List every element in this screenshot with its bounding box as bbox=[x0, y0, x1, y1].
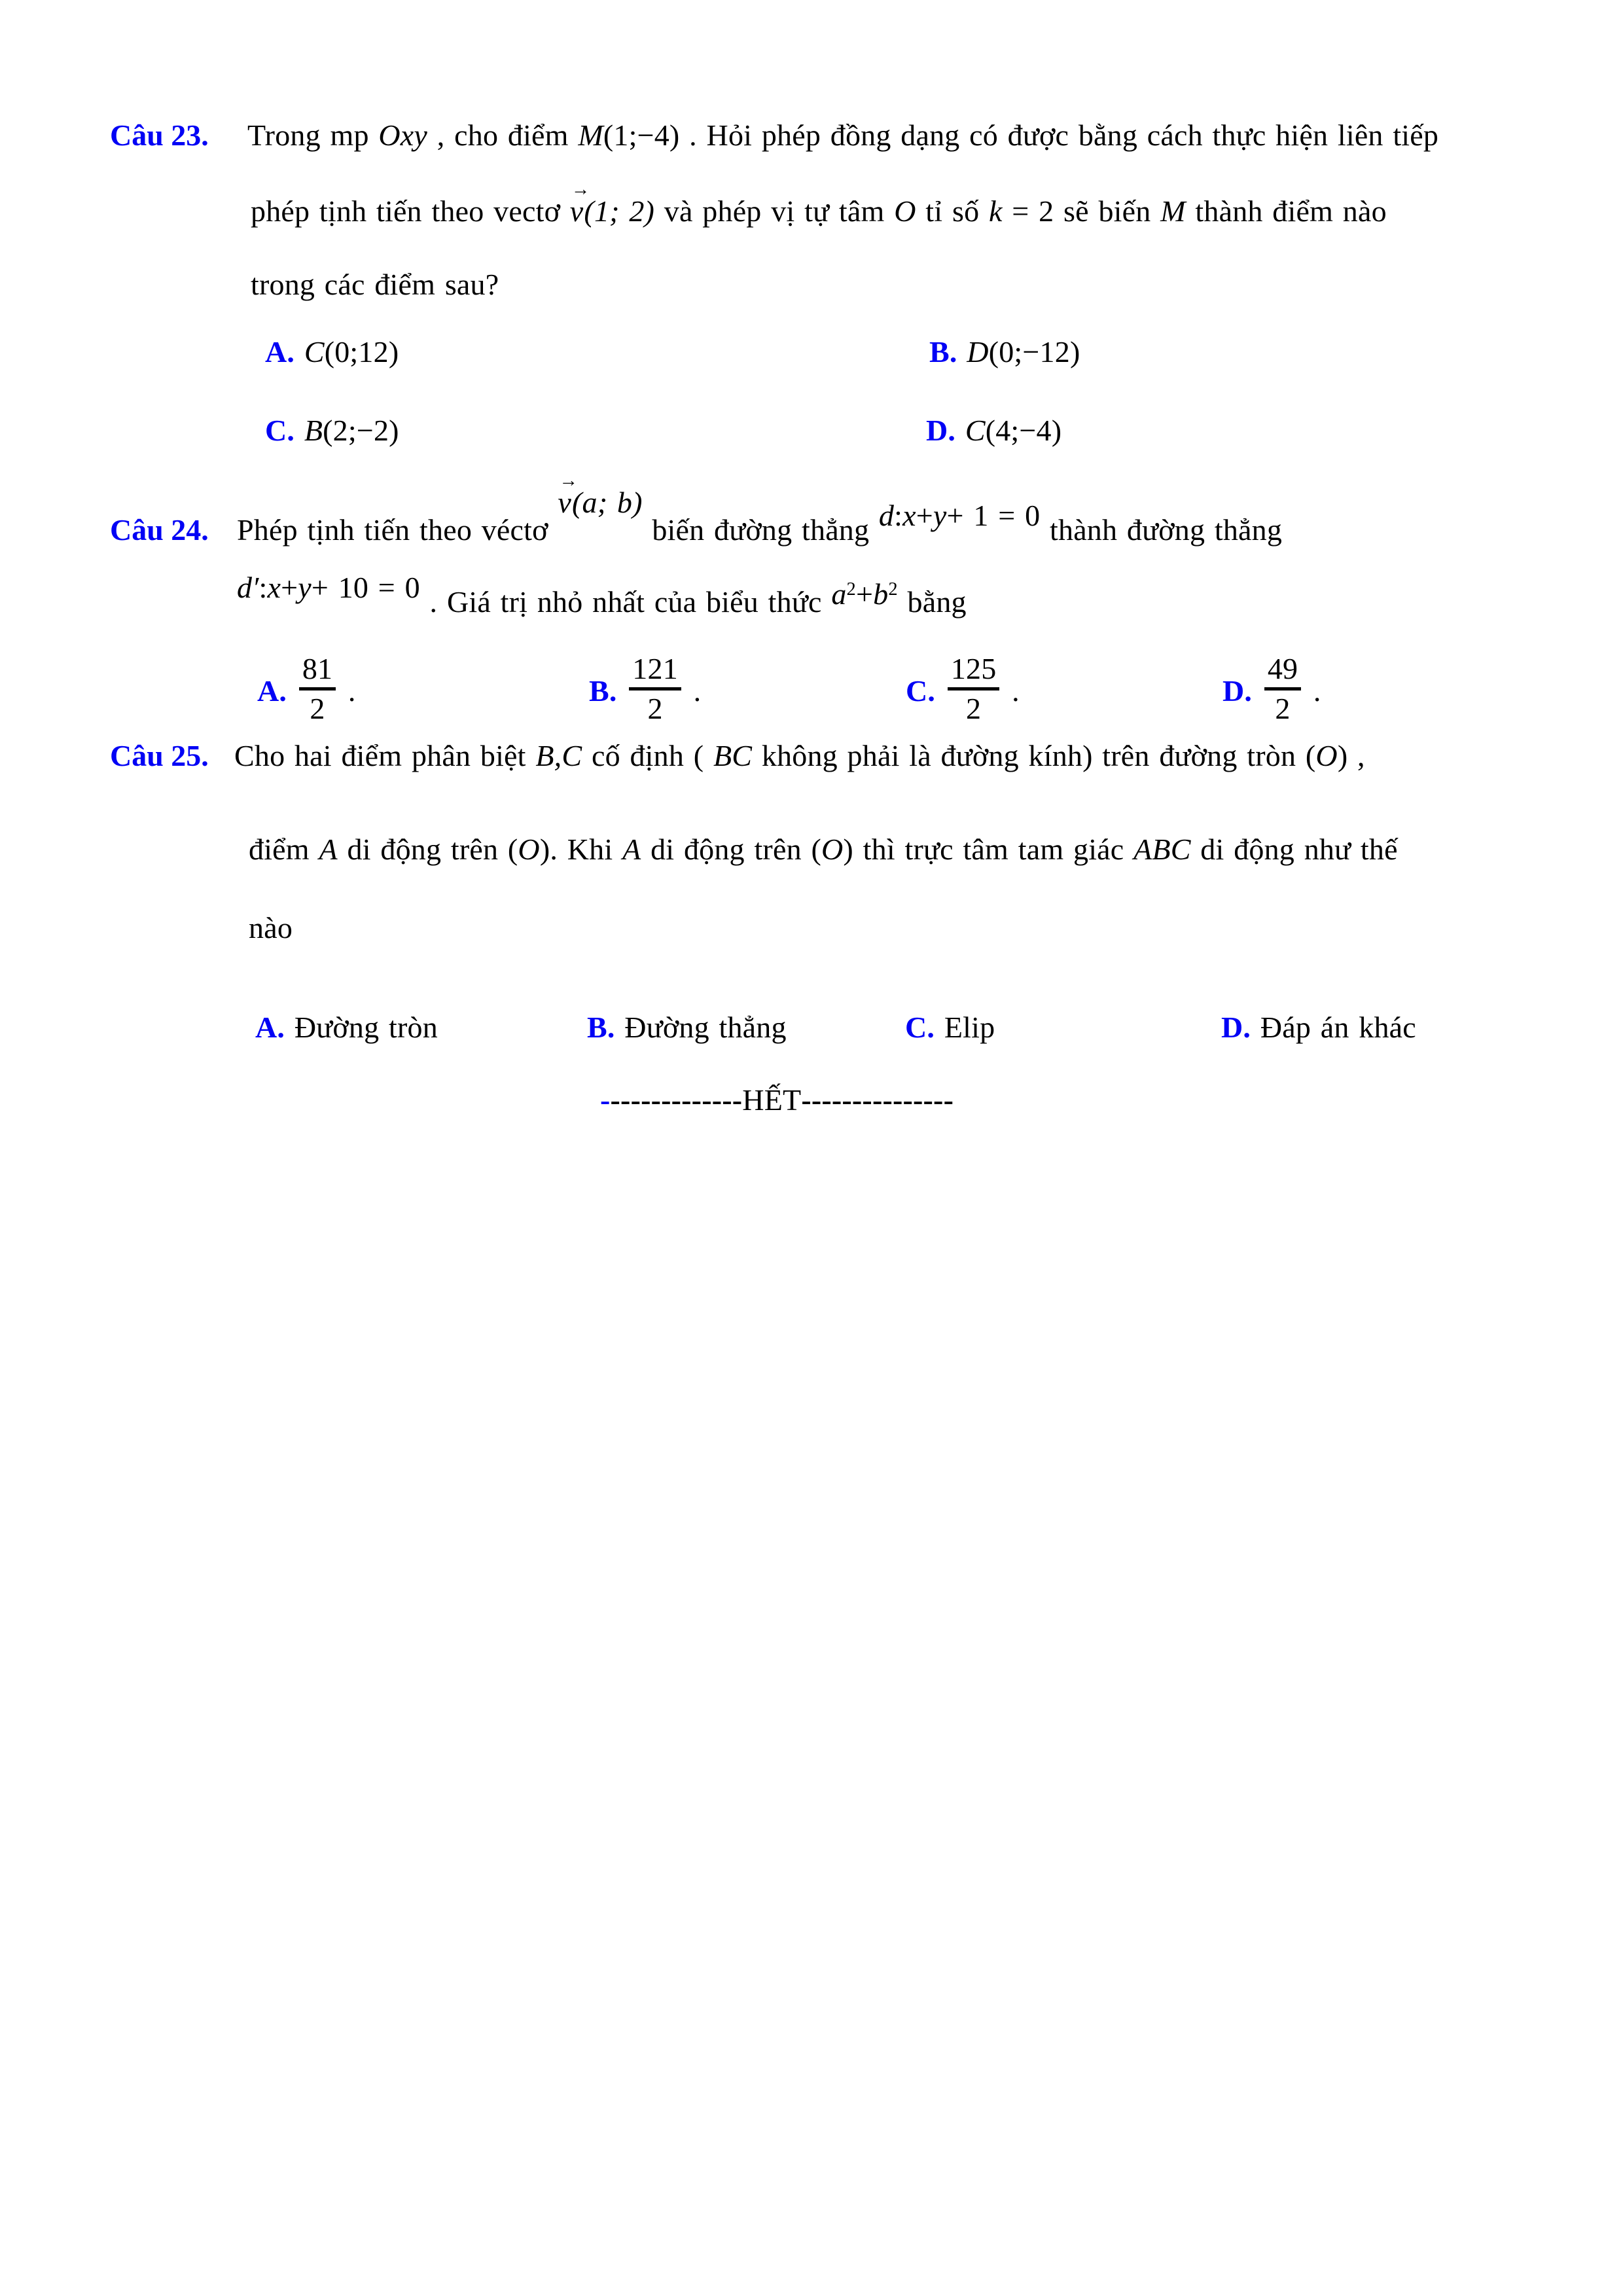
text-run: . bbox=[1002, 674, 1020, 708]
option-letter: A. bbox=[257, 674, 287, 708]
option-letter: B. bbox=[587, 1011, 615, 1044]
text-run: (1;−4) . Hỏi phép đồng dạng có được bằng cách thực hiện liên tiếp bbox=[603, 118, 1439, 152]
text-run: thành điểm nào bbox=[1185, 194, 1387, 228]
text-run: không phải là đường kính) trên đường tròn ( bbox=[752, 739, 1316, 772]
text-run: (4;−4) bbox=[985, 414, 1062, 447]
text-run: di động trên ( bbox=[641, 833, 821, 866]
question-label: Câu 25. bbox=[110, 739, 209, 772]
vector-arrow-icon: → bbox=[559, 471, 579, 492]
option-letter: D. bbox=[1222, 674, 1253, 708]
q23-line-1 bbox=[247, 118, 1438, 153]
q25-option-d bbox=[1221, 1011, 1416, 1045]
q24-option-a bbox=[257, 654, 356, 725]
text-run bbox=[935, 674, 945, 708]
text-run bbox=[617, 674, 627, 708]
text-run bbox=[957, 335, 967, 368]
text-run: --------------- bbox=[801, 1083, 954, 1117]
text-run: + 10 = 0 bbox=[311, 571, 420, 604]
option-letter: C. bbox=[265, 414, 295, 447]
text-run: . Giá trị nhỏ nhất của biểu thức bbox=[419, 585, 832, 619]
text-run: Oxy bbox=[378, 118, 428, 152]
text-run: ABC bbox=[1133, 833, 1191, 866]
text-run: B,C bbox=[535, 739, 582, 772]
q24-option-d bbox=[1222, 654, 1321, 725]
text-run: + 1 = 0 bbox=[946, 499, 1041, 532]
text-run: : bbox=[259, 571, 268, 604]
text-run: . bbox=[683, 674, 702, 708]
q24-line-1 bbox=[237, 471, 1283, 548]
vector-base: v → bbox=[569, 179, 590, 228]
text-run: phép tịnh tiến theo vectơ bbox=[251, 194, 570, 228]
text-run bbox=[294, 335, 304, 368]
q24-option-c bbox=[906, 654, 1020, 725]
text-run: O bbox=[518, 833, 540, 866]
question-label: Câu 23. bbox=[110, 118, 209, 152]
exponent: 2 bbox=[888, 579, 898, 600]
text-run: B bbox=[304, 414, 323, 447]
text-run: ) thì trực tâm tam giác bbox=[843, 833, 1134, 866]
vector-notation bbox=[569, 179, 655, 228]
text-run: (2;−2) bbox=[323, 414, 399, 447]
option-letter: B. bbox=[589, 674, 617, 708]
text-run: y bbox=[298, 571, 312, 604]
text-run: nào bbox=[249, 911, 293, 944]
q25-line-2 bbox=[249, 833, 1398, 867]
end-marker bbox=[600, 1083, 954, 1118]
q23-option-d bbox=[926, 414, 1061, 448]
fraction-numerator: 81 bbox=[299, 654, 336, 691]
text-run: A bbox=[622, 833, 641, 866]
fraction bbox=[629, 654, 681, 725]
text-run: D bbox=[967, 335, 989, 368]
text-run: (0;12) bbox=[324, 335, 399, 368]
fraction-denominator: 2 bbox=[1275, 691, 1291, 725]
q23-line-3 bbox=[251, 268, 499, 302]
text-run: A bbox=[319, 833, 338, 866]
text-run: (0;−12) bbox=[988, 335, 1080, 368]
text-run bbox=[294, 414, 304, 447]
vector-notation bbox=[558, 471, 643, 520]
text-run: Trong mp bbox=[247, 118, 379, 152]
text-run: biến đường thẳng bbox=[642, 513, 879, 547]
text-run: thành đường thẳng bbox=[1040, 513, 1283, 547]
text-run: x bbox=[902, 499, 916, 532]
text-run: + bbox=[856, 577, 874, 611]
fraction-denominator: 2 bbox=[647, 691, 663, 725]
option-letter: D. bbox=[1221, 1011, 1251, 1044]
text-run: ) , bbox=[1337, 739, 1365, 772]
fraction bbox=[299, 654, 336, 725]
text-run: C bbox=[965, 414, 986, 447]
text-run: : bbox=[894, 499, 903, 532]
fraction-numerator: 125 bbox=[948, 654, 1000, 691]
option-letter: A. bbox=[265, 335, 295, 368]
text-run: = 2 sẽ biến bbox=[1002, 194, 1161, 228]
text-run bbox=[1252, 674, 1262, 708]
text-run: BC bbox=[713, 739, 753, 772]
text-run: - bbox=[600, 1083, 611, 1117]
vector-arrow-icon: → bbox=[571, 179, 590, 200]
option-letter: A. bbox=[255, 1011, 285, 1044]
option-letter: C. bbox=[905, 1011, 935, 1044]
power-expression: $b^2$ bbox=[873, 577, 898, 611]
option-letter: D. bbox=[926, 414, 956, 447]
text-run: cố định ( bbox=[582, 739, 713, 772]
q23-line-2 bbox=[251, 179, 1387, 229]
text-run: Đáp án khác bbox=[1251, 1011, 1416, 1044]
q25-option-a bbox=[255, 1011, 438, 1045]
q23-option-a bbox=[265, 335, 399, 370]
power-expression: $a^2$ bbox=[831, 577, 856, 611]
text-run: ------------- bbox=[610, 1083, 743, 1117]
text-run: và phép vị tự tâm bbox=[654, 194, 895, 228]
exponent: 2 bbox=[846, 579, 856, 600]
option-letter: B. bbox=[929, 335, 957, 368]
text-run: ). Khi bbox=[539, 833, 623, 866]
q25-option-c bbox=[905, 1011, 995, 1045]
fraction-denominator: 2 bbox=[310, 691, 325, 725]
text-run: HẾT bbox=[742, 1083, 802, 1117]
text-run: k bbox=[988, 194, 1003, 228]
text-run: . bbox=[1304, 674, 1321, 708]
text-run bbox=[287, 674, 296, 708]
q25-option-b bbox=[587, 1011, 787, 1045]
fraction-numerator: 49 bbox=[1264, 654, 1301, 691]
text-run: x bbox=[267, 571, 281, 604]
text-run: bằng bbox=[897, 585, 967, 619]
text-run: Đường tròn bbox=[285, 1011, 438, 1044]
text-run: O bbox=[1315, 739, 1338, 772]
text-run: y bbox=[933, 499, 947, 532]
text-run: , cho điểm bbox=[427, 118, 579, 152]
text-run: di động trên ( bbox=[337, 833, 518, 866]
text-run: C bbox=[304, 335, 325, 368]
fraction-numerator: 121 bbox=[629, 654, 681, 691]
question-label: Câu 24. bbox=[110, 513, 209, 547]
text-run: + bbox=[916, 499, 933, 532]
text-run: Đường thẳng bbox=[615, 1011, 787, 1044]
text-run: M bbox=[578, 118, 603, 152]
text-run: Cho hai điểm phân biệt bbox=[234, 739, 536, 772]
text-run: O bbox=[821, 833, 844, 866]
fraction bbox=[948, 654, 1000, 725]
fraction-denominator: 2 bbox=[966, 691, 982, 725]
text-run: điểm bbox=[249, 833, 319, 866]
text-run: d′ bbox=[237, 571, 259, 604]
text-run: trong các điểm sau? bbox=[251, 268, 499, 301]
text-run: + bbox=[281, 571, 298, 604]
text-run: O bbox=[894, 194, 916, 228]
q25-line-1 bbox=[234, 739, 1365, 774]
fraction bbox=[1264, 654, 1301, 725]
q24-option-b bbox=[589, 654, 701, 725]
option-letter: C. bbox=[906, 674, 936, 708]
vector-components: (a; b) bbox=[572, 486, 643, 519]
text-run: . bbox=[338, 674, 356, 708]
q23-option-b bbox=[929, 335, 1080, 370]
text-run: Elip bbox=[935, 1011, 995, 1044]
text-run: d bbox=[878, 499, 895, 532]
q24-line-2 bbox=[237, 571, 967, 620]
text-run: tỉ số bbox=[916, 194, 989, 228]
text-run: Phép tịnh tiến theo véctơ bbox=[237, 513, 558, 547]
vector-base: v → bbox=[558, 471, 579, 519]
text-run: di động như thế bbox=[1190, 833, 1398, 866]
text-run: M bbox=[1160, 194, 1186, 228]
text-run bbox=[955, 414, 965, 447]
q25-line-3 bbox=[249, 911, 293, 946]
vector-components: (1; 2) bbox=[584, 194, 655, 228]
q23-option-c bbox=[265, 414, 399, 448]
